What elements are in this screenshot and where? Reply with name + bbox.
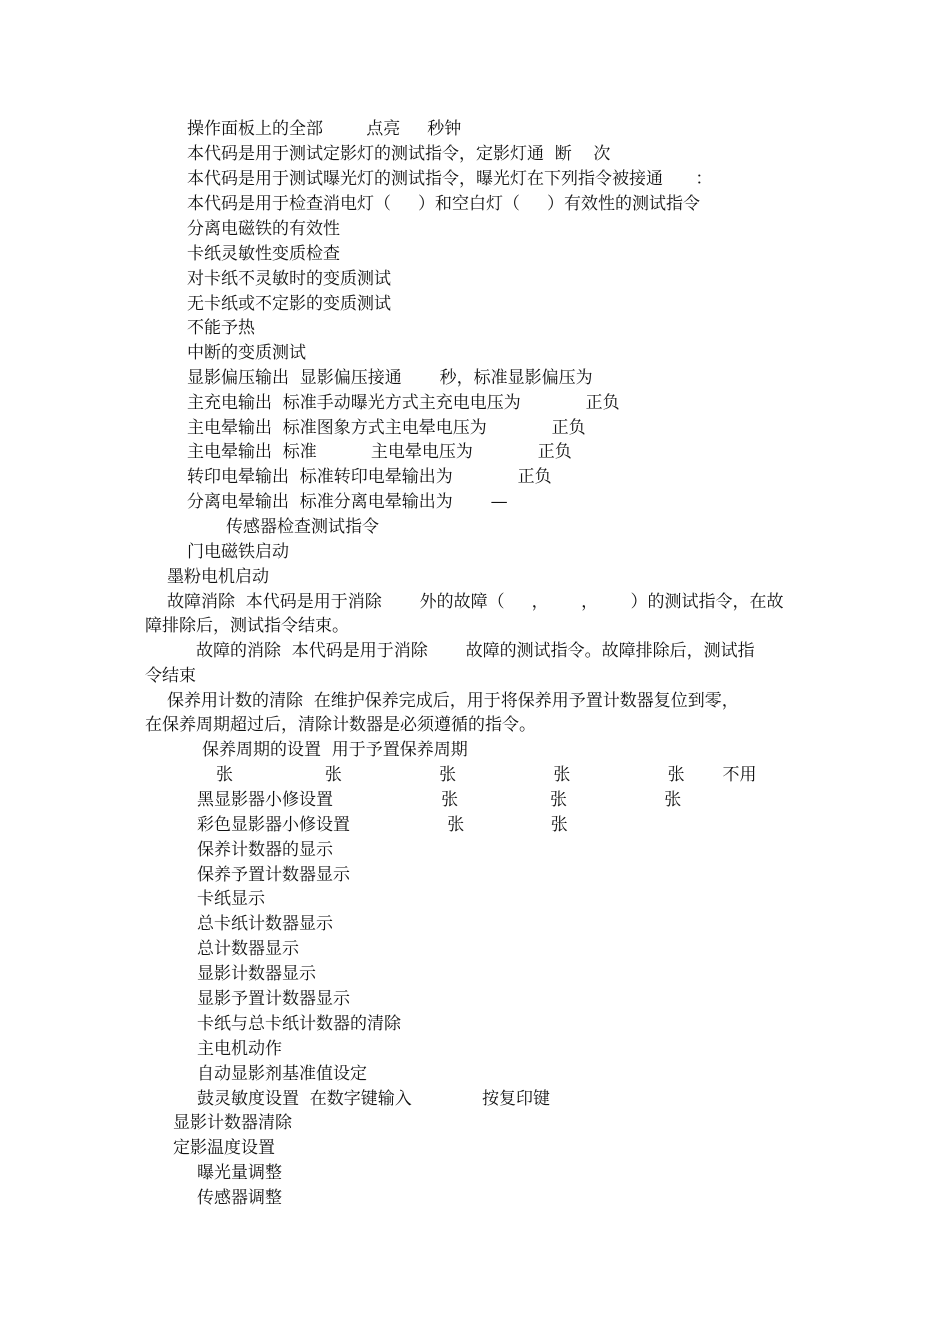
text-line: 保养计数器的显示 [197, 840, 333, 860]
text-line: 主电晕输出 标准 主电晕电压为 正负 [187, 442, 572, 462]
text-line: 本代码是用于测试定影灯的测试指令，定影灯通 断 次 [187, 144, 611, 164]
text-line: 彩色显影器小修设置 张 张 [197, 815, 568, 835]
text-line: 卡纸显示 [197, 889, 265, 909]
text-line: 墨粉电机启动 [167, 567, 269, 587]
text-line: 鼓灵敏度设置 在数字键输入 按复印键 [197, 1089, 551, 1109]
text-line: 主充电输出 标准手动曝光方式主充电电压为 正负 [187, 393, 620, 413]
text-line: 中断的变质测试 [187, 343, 306, 363]
text-line: 故障的消除 本代码是用于消除 故障的测试指令。故障排除后，测试指 [196, 641, 755, 661]
text-line: 本代码是用于检查消电灯（ ）和空白灯（ ）有效性的测试指令 [187, 194, 701, 214]
text-line: 无卡纸或不定影的变质测试 [187, 294, 391, 314]
text-line: 主电机动作 [197, 1039, 282, 1059]
text-line: 传感器调整 [197, 1188, 282, 1208]
text-line: 障排除后，测试指令结束。 [145, 616, 349, 636]
text-line: 门电磁铁启动 [187, 542, 289, 562]
text-line: 卡纸与总卡纸计数器的清除 [197, 1014, 401, 1034]
text-line: 曝光量调整 [197, 1163, 282, 1183]
text-line: 保养予置计数器显示 [197, 865, 350, 885]
text-line: 定影温度设置 [173, 1138, 275, 1158]
text-line: 分离电晕输出 标准分离电晕输出为 — [187, 492, 508, 512]
text-line: 张 张 张 张 张 不用 [216, 765, 757, 785]
text-line: 黑显影器小修设置 张 张 张 [197, 790, 682, 810]
text-line: 转印电晕输出 标准转印电晕输出为 正负 [187, 467, 552, 487]
text-line: 操作面板上的全部 点亮 秒钟 [187, 119, 462, 139]
text-line: 保养用计数的清除 在维护保养完成后，用于将保养用予置计数器复位到零， [167, 691, 739, 711]
text-line: 保养周期的设置 用于予置保养周期 [202, 740, 468, 760]
text-line: 显影予置计数器显示 [197, 989, 350, 1009]
text-line: 卡纸灵敏性变质检查 [187, 244, 340, 264]
text-line: 自动显影剂基准值设定 [197, 1064, 367, 1084]
text-line: 分离电磁铁的有效性 [187, 219, 340, 239]
text-line: 显影偏压输出 显影偏压接通 秒，标准显影偏压为 [187, 368, 593, 388]
text-line: 不能予热 [187, 318, 255, 338]
text-line: 显影计数器显示 [197, 964, 316, 984]
text-line: 在保养周期超过后，清除计数器是必须遵循的指令。 [145, 715, 536, 735]
text-line: 故障消除 本代码是用于消除 外的故障（ ， ， ）的测试指令，在故 [167, 592, 784, 612]
text-line: 本代码是用于测试曝光灯的测试指令，曝光灯在下列指令被接通 ： [187, 169, 713, 189]
text-line: 总计数器显示 [197, 939, 299, 959]
text-line: 传感器检查测试指令 [226, 517, 379, 537]
text-line: 令结束 [145, 666, 196, 686]
text-line: 对卡纸不灵敏时的变质测试 [187, 269, 391, 289]
text-line: 主电晕输出 标准图象方式主电晕电压为 正负 [187, 418, 586, 438]
text-line: 总卡纸计数器显示 [197, 914, 333, 934]
text-line: 显影计数器清除 [173, 1113, 292, 1133]
